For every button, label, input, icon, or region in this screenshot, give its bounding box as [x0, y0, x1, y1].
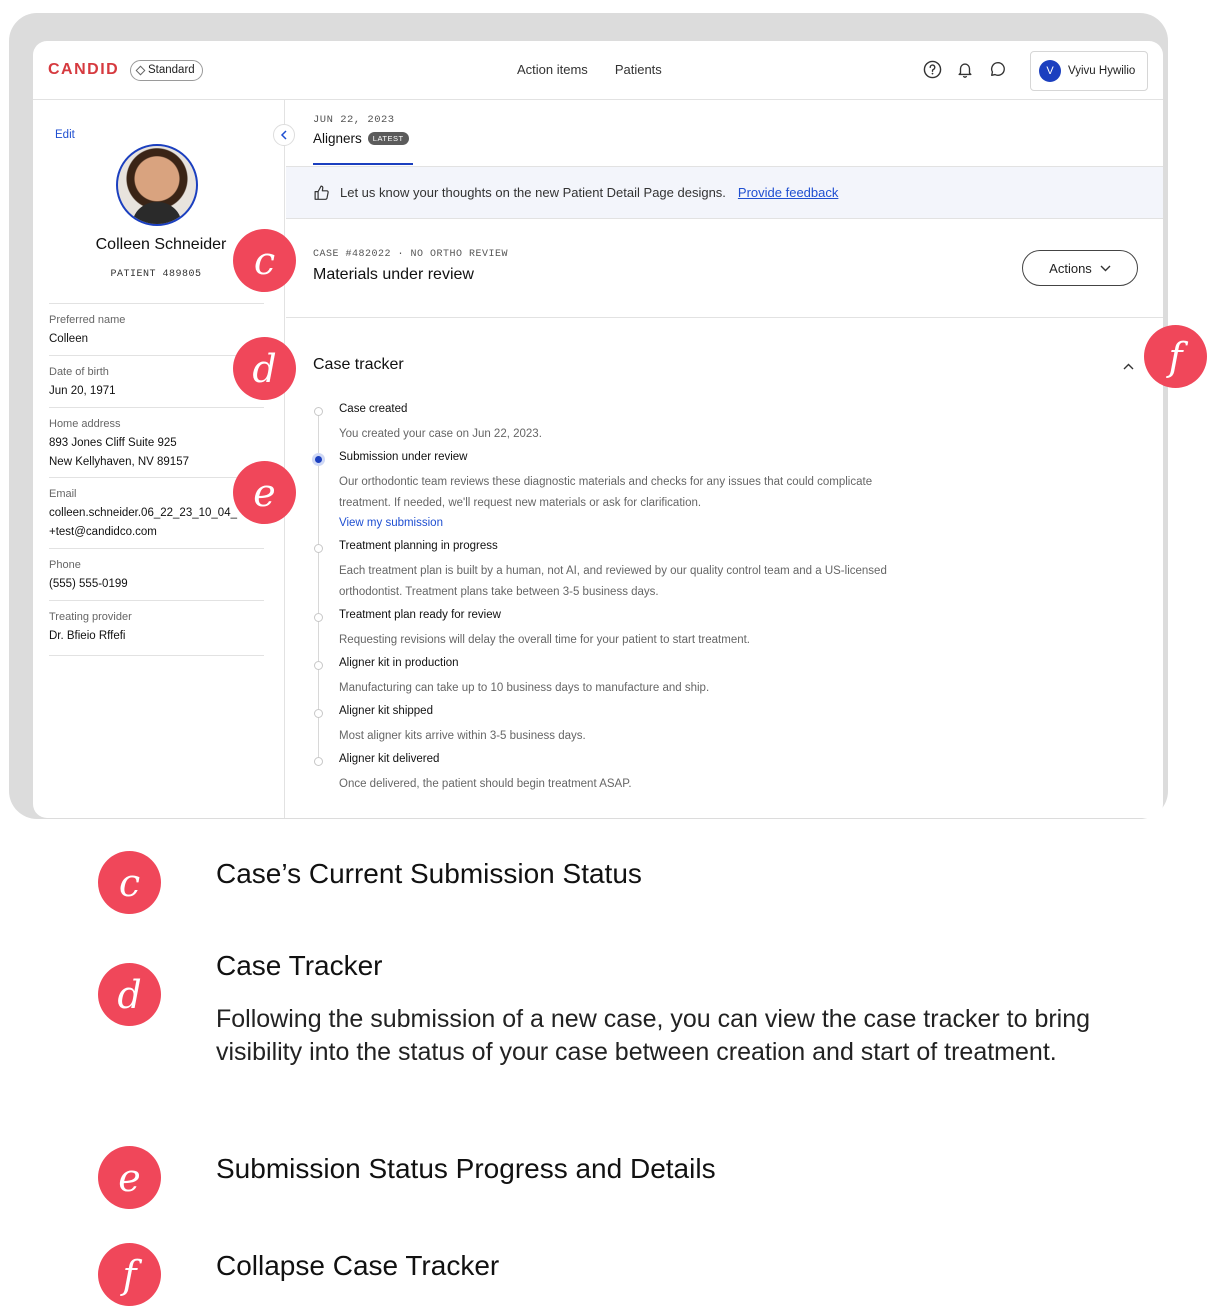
- top-nav: [33, 41, 1163, 100]
- field-label: Date of birth: [49, 366, 109, 378]
- step-dot: [314, 709, 323, 718]
- legend-title-e: Submission Status Progress and Details: [216, 1153, 716, 1184]
- thumbs-up-icon: [313, 184, 330, 201]
- address-line-2: New Kellyhaven, NV 89157: [49, 456, 189, 468]
- tab-title: Aligners: [313, 131, 362, 146]
- field-label: Home address: [49, 418, 121, 430]
- case-meta: CASE #482022 · NO ORTHO REVIEW: [313, 249, 509, 260]
- legend-title-f: Collapse Case Tracker: [216, 1250, 500, 1281]
- step-dot: [314, 613, 323, 622]
- patient-sidebar: [33, 100, 285, 818]
- section-divider: [286, 317, 1163, 318]
- patient-photo: [116, 144, 198, 226]
- legend-marker-d: d: [98, 963, 161, 1026]
- annotation-marker-e: e: [233, 461, 296, 524]
- field-phone: [49, 548, 264, 594]
- feedback-banner: [286, 166, 1163, 219]
- user-avatar: V: [1039, 60, 1061, 82]
- field-value: [49, 504, 264, 542]
- email-line-2: +test@candidco.com: [49, 526, 157, 538]
- legend-desc-d: Following the submission of a new case, you can view the case tracker to bring visibility into the status of your case between creation and start of treatment.: [216, 1005, 1091, 1066]
- help-icon[interactable]: [922, 59, 942, 79]
- provide-feedback-link[interactable]: Provide feedback: [737, 185, 839, 200]
- view-submission-link[interactable]: View my submission: [339, 517, 443, 529]
- step-desc: Most aligner kits arrive within 3-5 business days.: [339, 730, 586, 742]
- feedback-text: Let us know your thoughts on the new Patient Detail Page designs.: [340, 185, 726, 200]
- user-menu[interactable]: [1030, 51, 1148, 91]
- patient-id: PATIENT 489805: [110, 269, 202, 280]
- field-label: Treating provider: [49, 611, 132, 623]
- field-treating-provider: [49, 600, 264, 656]
- step-desc: You created your case on Jun 22, 2023.: [339, 428, 542, 440]
- nav-icons: [922, 59, 1008, 79]
- step-title: Aligner kit delivered: [339, 753, 440, 765]
- step-dot-active: [312, 453, 325, 466]
- collapse-tracker-button[interactable]: [1120, 358, 1136, 374]
- step-title: Treatment planning in progress: [339, 540, 498, 552]
- step-desc: Each treatment plan is built by a human, not AI, and reviewed by our quality control team and a US-licensed orthodontist. Treatment plans take between 3-5 business days.: [339, 565, 887, 598]
- step-desc: [339, 472, 899, 534]
- field-label: Preferred name: [49, 314, 126, 326]
- step-title: Aligner kit shipped: [339, 705, 433, 717]
- main-content: [286, 100, 1163, 818]
- step-dot: [314, 757, 323, 766]
- step-desc-text: Our orthodontic team reviews these diagnostic materials and checks for any issues that could complicate treatment. If needed, we'll request new materials or ask for clarification.: [339, 476, 873, 509]
- plan-badge-label: Standard: [148, 64, 195, 76]
- legend-title-d: Case Tracker: [216, 950, 383, 981]
- field-date-of-birth: [49, 355, 264, 401]
- field-email: [49, 477, 264, 542]
- tab-active-indicator: [313, 163, 413, 165]
- tab-date: JUN 22, 2023: [313, 114, 395, 126]
- step-title: Submission under review: [339, 451, 468, 463]
- field-home-address: [49, 407, 264, 472]
- step-title: Aligner kit in production: [339, 657, 459, 669]
- step-desc: Once delivered, the patient should begin treatment ASAP.: [339, 778, 632, 790]
- case-tracker-title: Case tracker: [313, 356, 404, 373]
- legend-marker-f: f: [98, 1243, 161, 1306]
- case-status: Materials under review: [313, 266, 474, 283]
- legend-marker-e: e: [98, 1146, 161, 1209]
- user-name: Vyivu Hywilio: [1068, 65, 1136, 77]
- nav-links: [517, 62, 662, 77]
- field-value: Colleen: [49, 333, 88, 345]
- chevron-down-icon: [1100, 265, 1111, 272]
- step-title: Treatment plan ready for review: [339, 609, 501, 621]
- step-desc: Manufacturing can take up to 10 business days to manufacture and ship.: [339, 682, 710, 694]
- step-dot: [314, 407, 323, 416]
- nav-action-items[interactable]: Action items: [517, 62, 588, 77]
- field-value: (555) 555-0199: [49, 578, 128, 590]
- email-line-1: colleen.schneider.06_22_23_10_04_: [49, 507, 237, 519]
- chat-icon[interactable]: [988, 59, 1008, 79]
- field-value: Jun 20, 1971: [49, 385, 116, 397]
- patient-name: Colleen Schneider: [95, 236, 227, 253]
- step-dot: [314, 661, 323, 670]
- legend-title-c: Case’s Current Submission Status: [216, 858, 642, 889]
- annotation-marker-d: d: [233, 337, 296, 400]
- actions-button[interactable]: [1022, 250, 1138, 286]
- tab-aligners[interactable]: [313, 131, 409, 146]
- field-value: [49, 434, 264, 472]
- legend-marker-c: c: [98, 851, 161, 914]
- field-label: Phone: [49, 559, 81, 571]
- device-frame: [9, 13, 1168, 819]
- edit-link[interactable]: Edit: [55, 129, 75, 141]
- annotation-marker-f: f: [1144, 325, 1207, 388]
- step-title: Case created: [339, 403, 408, 415]
- step-desc: Requesting revisions will delay the overall time for your patient to start treatment.: [339, 634, 750, 646]
- address-line-1: 893 Jones Cliff Suite 925: [49, 437, 177, 449]
- annotation-marker-c: c: [233, 229, 296, 292]
- field-label: Email: [49, 488, 77, 500]
- actions-label: Actions: [1049, 260, 1092, 276]
- plan-badge: [130, 60, 203, 81]
- diamond-icon: [136, 66, 146, 76]
- latest-badge: LATEST: [368, 132, 409, 145]
- step-dot: [314, 544, 323, 553]
- candid-logo[interactable]: CANDID: [48, 61, 120, 78]
- bell-icon[interactable]: [955, 59, 975, 79]
- field-value: Dr. Bfieio Rffefi: [49, 630, 126, 642]
- app-screen: [33, 41, 1163, 818]
- field-preferred-name: [49, 303, 264, 349]
- chevron-up-icon: [1123, 363, 1134, 370]
- nav-patients[interactable]: Patients: [614, 62, 662, 77]
